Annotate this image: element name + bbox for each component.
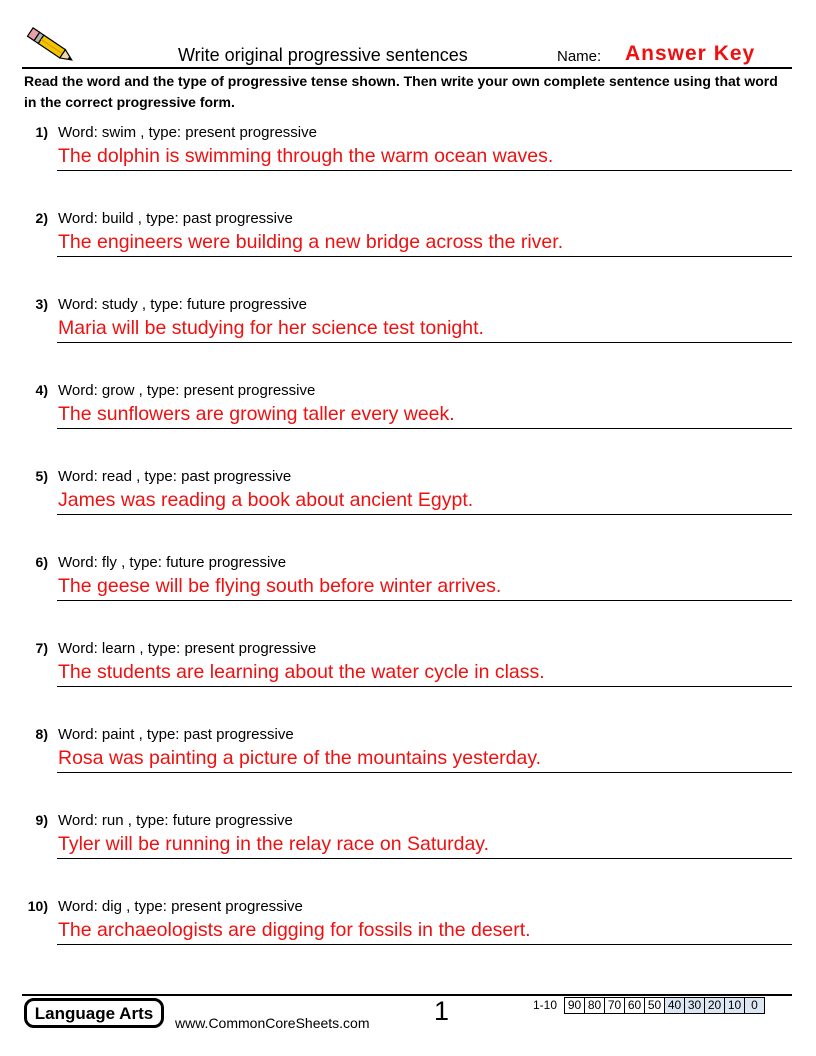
problem-answer: The sunflowers are growing taller every week. [58, 403, 455, 425]
score-cell: 80 [585, 998, 605, 1014]
problem-number: 4) [35, 382, 48, 398]
score-cell: 50 [645, 998, 665, 1014]
problem-number: 7) [35, 640, 48, 656]
score-cell: 70 [605, 998, 625, 1014]
problem-answer: The geese will be flying south before winter arrives. [58, 575, 502, 597]
problem-number: 6) [35, 554, 48, 570]
problem-prompt: Word: dig , type: present progressive [58, 898, 303, 915]
problem-answer: The engineers were building a new bridge across the river. [58, 231, 564, 253]
problem-number: 1) [35, 124, 48, 140]
problem-prompt: Word: learn , type: present progressive [58, 640, 317, 657]
problem-prompt: Word: grow , type: present progressive [58, 382, 316, 399]
problem-item [0, 210, 816, 270]
problem-number: 9) [35, 812, 48, 828]
answer-line [57, 858, 792, 859]
page-number: 1 [434, 996, 450, 1026]
problem-prompt: Word: study , type: future progressive [58, 296, 308, 313]
website-url: www.CommonCoreSheets.com [175, 1015, 370, 1031]
footer-divider [22, 994, 792, 996]
score-cell: 30 [685, 998, 705, 1014]
score-cell: 20 [705, 998, 725, 1014]
problem-answer: The students are learning about the water cycle in class. [58, 661, 545, 683]
score-cell: 10 [725, 998, 745, 1014]
score-cell: 90 [565, 998, 585, 1014]
problem-number: 3) [35, 296, 48, 312]
problem-item [0, 124, 816, 184]
problem-prompt: Word: run , type: future progressive [58, 812, 293, 829]
problem-item [0, 382, 816, 442]
problem-answer: The dolphin is swimming through the warm ocean waves. [58, 145, 554, 167]
answer-line [57, 256, 792, 257]
problem-prompt: Word: fly , type: future progressive [58, 554, 287, 571]
problem-number: 8) [35, 726, 48, 742]
problem-item [0, 640, 816, 700]
instructions: Read the word and the type of progressive tense shown. Then write your own complete sentence using that word in the correct progressive form. [24, 73, 778, 110]
subject-badge: Language Arts [24, 998, 164, 1028]
problem-answer: Tyler will be running in the relay race on Saturday. [58, 833, 490, 855]
answer-line [57, 600, 792, 601]
problem-number: 5) [35, 468, 48, 484]
name-value: Answer Key [625, 42, 756, 65]
score-table [564, 997, 765, 1014]
problem-item [0, 812, 816, 872]
problem-item [0, 554, 816, 614]
problem-prompt: Word: read , type: past progressive [58, 468, 292, 485]
problem-answer: James was reading a book about ancient Egypt. [58, 489, 474, 511]
score-cell: 60 [625, 998, 645, 1014]
answer-line [57, 772, 792, 773]
answer-line [57, 428, 792, 429]
problem-item [0, 468, 816, 528]
problem-answer: Maria will be studying for her science test tonight. [58, 317, 484, 339]
problem-answer: The archaeologists are digging for fossils in the desert. [58, 919, 531, 941]
answer-line [57, 686, 792, 687]
problem-item [0, 296, 816, 356]
answer-line [57, 170, 792, 171]
problem-prompt: Word: swim , type: present progressive [58, 124, 317, 141]
problem-answer: Rosa was painting a picture of the mountains yesterday. [58, 747, 542, 769]
problem-item [0, 898, 816, 958]
score-range-label: 1-10 [533, 998, 558, 1012]
problem-number: 2) [35, 210, 48, 226]
answer-line [57, 944, 792, 945]
problem-prompt: Word: build , type: past progressive [58, 210, 293, 227]
score-cell: 0 [745, 998, 765, 1014]
answer-line [57, 514, 792, 515]
problem-prompt: Word: paint , type: past progressive [58, 726, 294, 743]
name-label: Name: [557, 48, 602, 65]
problem-item [0, 726, 816, 786]
worksheet-title: Write original progressive sentences [178, 45, 468, 65]
answer-line [57, 342, 792, 343]
score-cell: 40 [665, 998, 685, 1014]
problem-number: 10) [27, 898, 48, 914]
